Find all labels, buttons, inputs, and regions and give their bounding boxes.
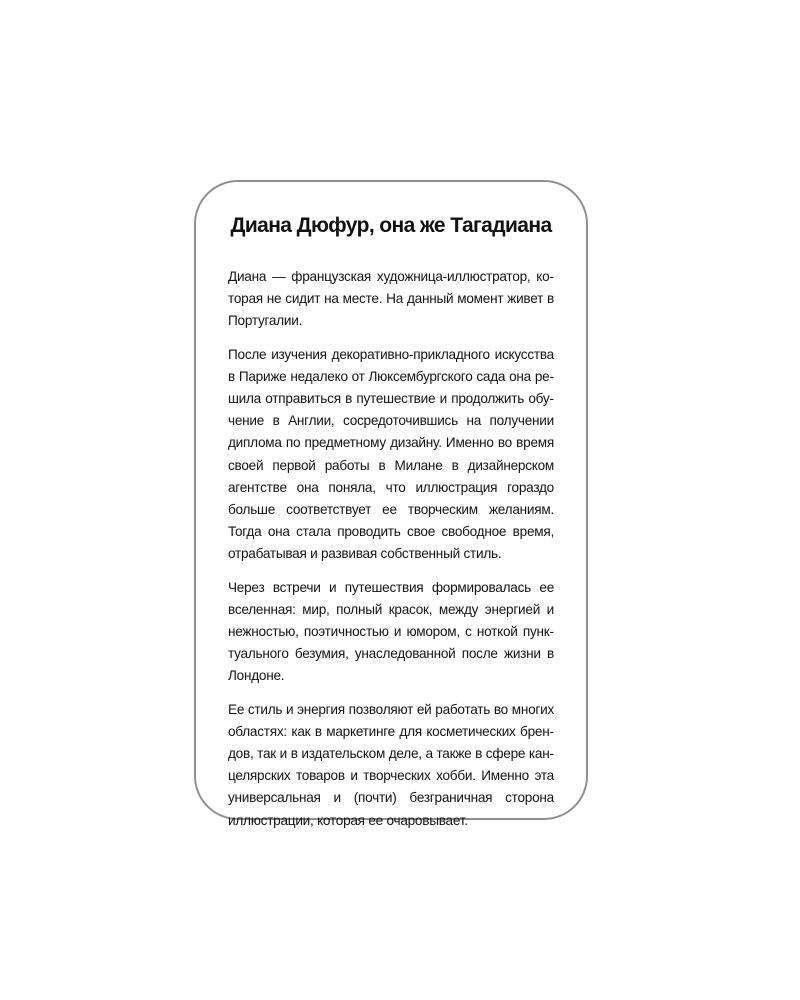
bio-paragraph-education: После изучения декоративно-прикладного искусства в Париже недалеко от Люксембургского сада она решила отправиться в путешествие и продолжить обучение в Англии, сосредоточившись на получении диплома по предметному дизайну. Именно во время своей первой работы в Милане в дизайнерском агентстве она поняла, что иллюстрация гораздо больше соответствует ее творческим желаниям. Тогда она стала проводить свое свободное время, отрабатывая и развивая собственный стиль. bbox=[228, 346, 554, 562]
card-title: Диана Дюфур, она же Тагадиана bbox=[230, 214, 552, 237]
bio-paragraph-style: Ее стиль и энергия позволяют ей работать во многих областях: как в маркетинге для косметических брендов, так и в издательском деле, а также в сфере канцелярских товаров и творческих хобби. Именно эта универсальная и (почти) безграничная сторона иллюстрации, которая ее очаровывает. bbox=[228, 701, 554, 828]
author-bio-card bbox=[194, 180, 588, 828]
bio-paragraph-intro: Диана — французская художница-иллюстратор, которая не сидит на месте. На данный момент живет в Португалии. bbox=[228, 269, 554, 329]
bio-paragraph-universe: Через встречи и путешествия формировалась ее вселенная: мир, полный красок, между энергией и нежностью, поэтичностью и юмором, с ноткой пунктуального безумия, унаследованной после жизни в Лондоне. bbox=[228, 579, 554, 684]
